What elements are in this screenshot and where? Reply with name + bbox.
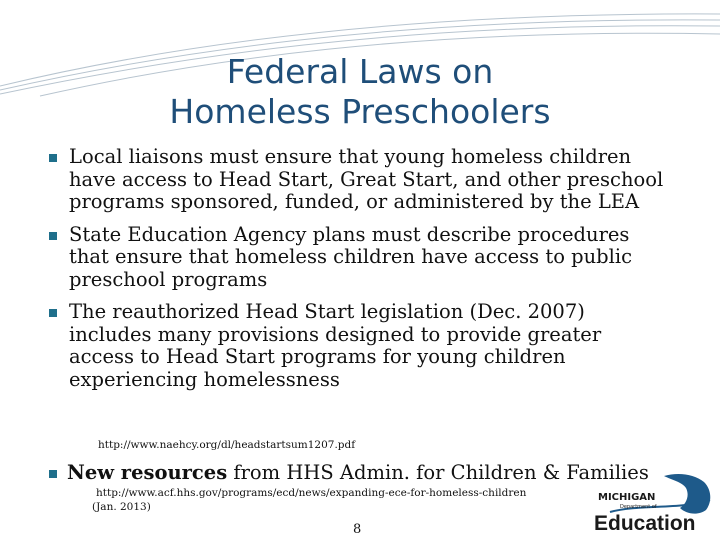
bullet-text: Local liaisons must ensure that young homeless children have access to Head Start, Great Start, and other preschool programs sponsored, funded, or administered by the LEA — [69, 145, 664, 213]
bullet-text: The reauthorized Head Start legislation (Dec. 2007) includes many provisions designed to provide greater access to Head Start programs for young children experiencing homelessness — [69, 300, 602, 391]
slide-title — [0, 52, 720, 132]
page-number: 8 — [353, 522, 362, 537]
logo-education-text: Education — [594, 512, 696, 535]
acf-resource-link[interactable]: http://www.acf.hhs.gov/programs/ecd/news/expanding-ece-for-homeless-children — [96, 487, 527, 499]
bullet-square-icon — [49, 309, 57, 317]
bullet-item — [48, 224, 668, 292]
bullet-square-icon — [49, 470, 57, 478]
new-resources-text: from HHS Admin. for Children & Families — [227, 461, 649, 484]
bullet-square-icon — [49, 154, 57, 162]
bullet-list — [48, 146, 668, 401]
headstart-summary-link[interactable]: http://www.naehcy.org/dl/headstartsum1207.pdf — [98, 439, 356, 451]
title-line-1: Federal Laws on — [226, 52, 494, 91]
new-resources-label: New resources — [67, 461, 228, 484]
bullet-item — [48, 146, 668, 214]
logo-department-text: Department of — [620, 504, 657, 510]
logo-michigan-text: MICHIGAN — [598, 492, 656, 503]
bullet-square-icon — [49, 232, 57, 240]
resource-date: (Jan. 2013) — [92, 501, 151, 513]
michigan-map-icon — [664, 474, 710, 514]
title-line-2: Homeless Preschoolers — [169, 92, 551, 131]
bullet-text: State Education Agency plans must describe procedures that ensure that homeless children have access to public preschool programs — [69, 222, 633, 291]
bullet-item — [48, 301, 668, 391]
michigan-education-logo — [590, 470, 715, 536]
